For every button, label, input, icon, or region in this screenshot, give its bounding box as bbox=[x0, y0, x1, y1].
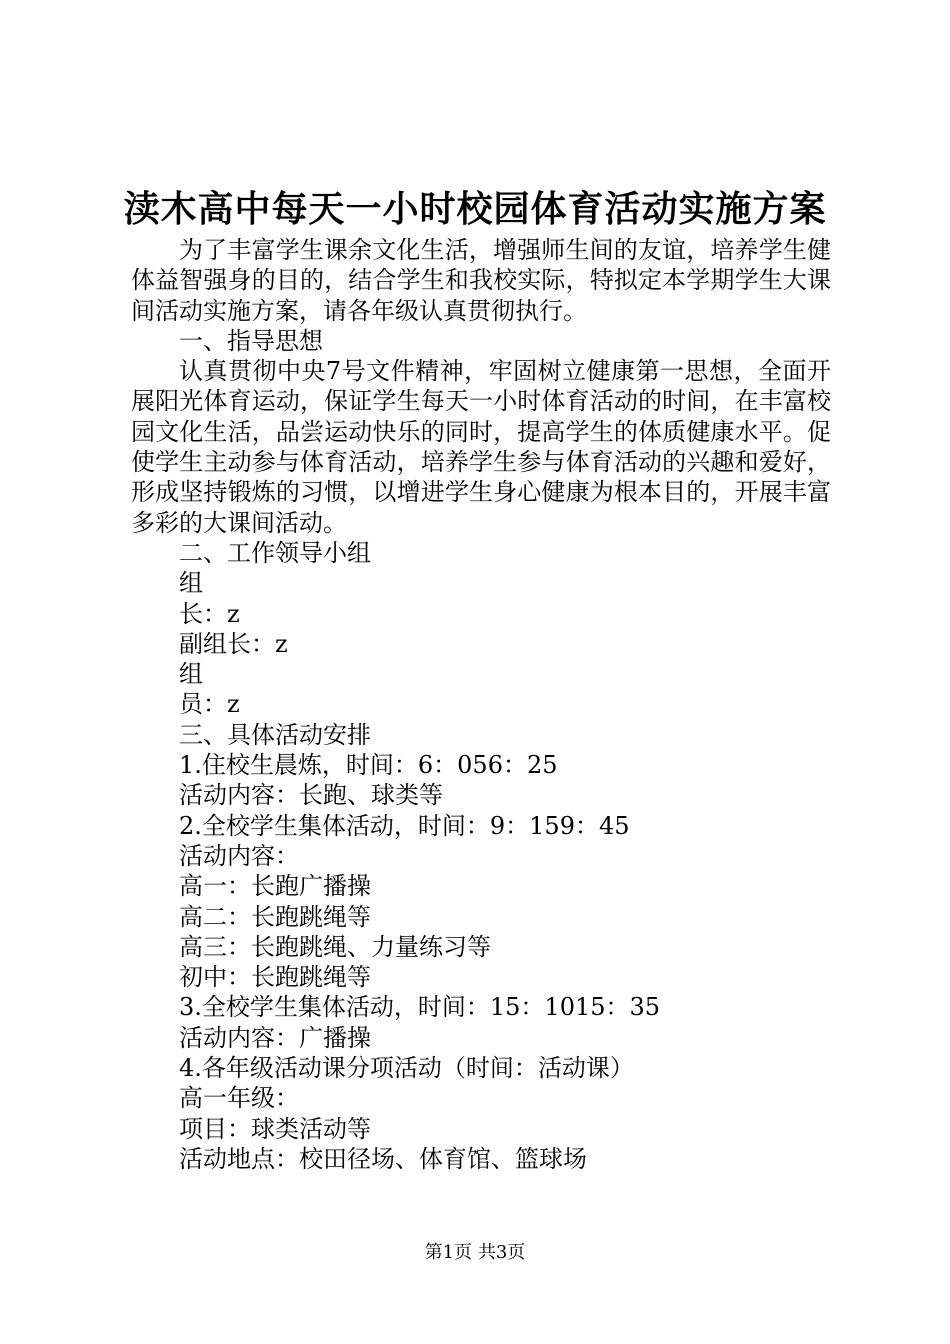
schedule-line: 高一：长跑广播操 bbox=[179, 872, 371, 901]
page-number-footer: 第1页 共3页 bbox=[424, 1242, 526, 1263]
schedule-line: 4.各年级活动课分项活动（时间：活动课） bbox=[179, 1054, 634, 1083]
schedule-line: 活动内容： bbox=[179, 841, 299, 870]
intro-paragraph: 为了丰富学生课余文化生活，增强师生间的友谊，培养学生健体益智强身的目的，结合学生和我校实际，特拟定本学期学生大课间活动实施方案，请各年级认真贯彻执行。 bbox=[131, 236, 831, 325]
schedule-line: 高三：长跑跳绳、力量练习等 bbox=[179, 932, 491, 961]
schedule-line: 初中：长跑跳绳等 bbox=[179, 963, 371, 992]
schedule-line: 活动内容：长跑、球类等 bbox=[179, 781, 443, 810]
schedule-line: 项目：球类活动等 bbox=[179, 1114, 371, 1143]
document-body bbox=[131, 235, 831, 1174]
guiding-thought-paragraph: 认真贯彻中央7号文件精神，牢固树立健康第一思想，全面开展阳光体育运动，保证学生每天一小时体育活动的时间，在丰富校园文化生活，品尝运动快乐的同时，提高学生的体质健康水平。促使学生主动参与体育活动，培养学生参与体育活动的兴趣和爱好，形成坚持锻炼的习惯，以增进学生身心健康为根本目的，开展丰富多彩的大课间活动。 bbox=[131, 357, 831, 537]
leadership-line: 副组长：z bbox=[179, 629, 288, 658]
schedule-line: 2.全校学生集体活动，时间：9：159：45 bbox=[179, 811, 630, 840]
section-heading-activity-schedule: 三、具体活动安排 bbox=[179, 720, 371, 749]
schedule-line: 高一年级： bbox=[179, 1084, 299, 1113]
schedule-line: 1.住校生晨炼，时间：6：056：25 bbox=[179, 751, 558, 780]
schedule-line: 活动地点：校田径场、体育馆、篮球场 bbox=[179, 1144, 587, 1173]
schedule-line: 活动内容：广播操 bbox=[179, 1023, 371, 1052]
leadership-line: 员：z bbox=[179, 690, 240, 719]
leadership-line: 组 bbox=[179, 569, 203, 598]
section-heading-guiding-thought: 一、指导思想 bbox=[179, 326, 323, 355]
leadership-line: 组 bbox=[179, 660, 203, 689]
schedule-line: 3.全校学生集体活动，时间：15：1015：35 bbox=[179, 993, 661, 1022]
schedule-line: 高二：长跑跳绳等 bbox=[179, 902, 371, 931]
document-title: 渎木高中每天一小时校园体育活动实施方案 bbox=[123, 188, 827, 230]
section-heading-leadership-group: 二、工作领导小组 bbox=[179, 538, 371, 567]
leadership-line: 长：z bbox=[179, 599, 240, 628]
